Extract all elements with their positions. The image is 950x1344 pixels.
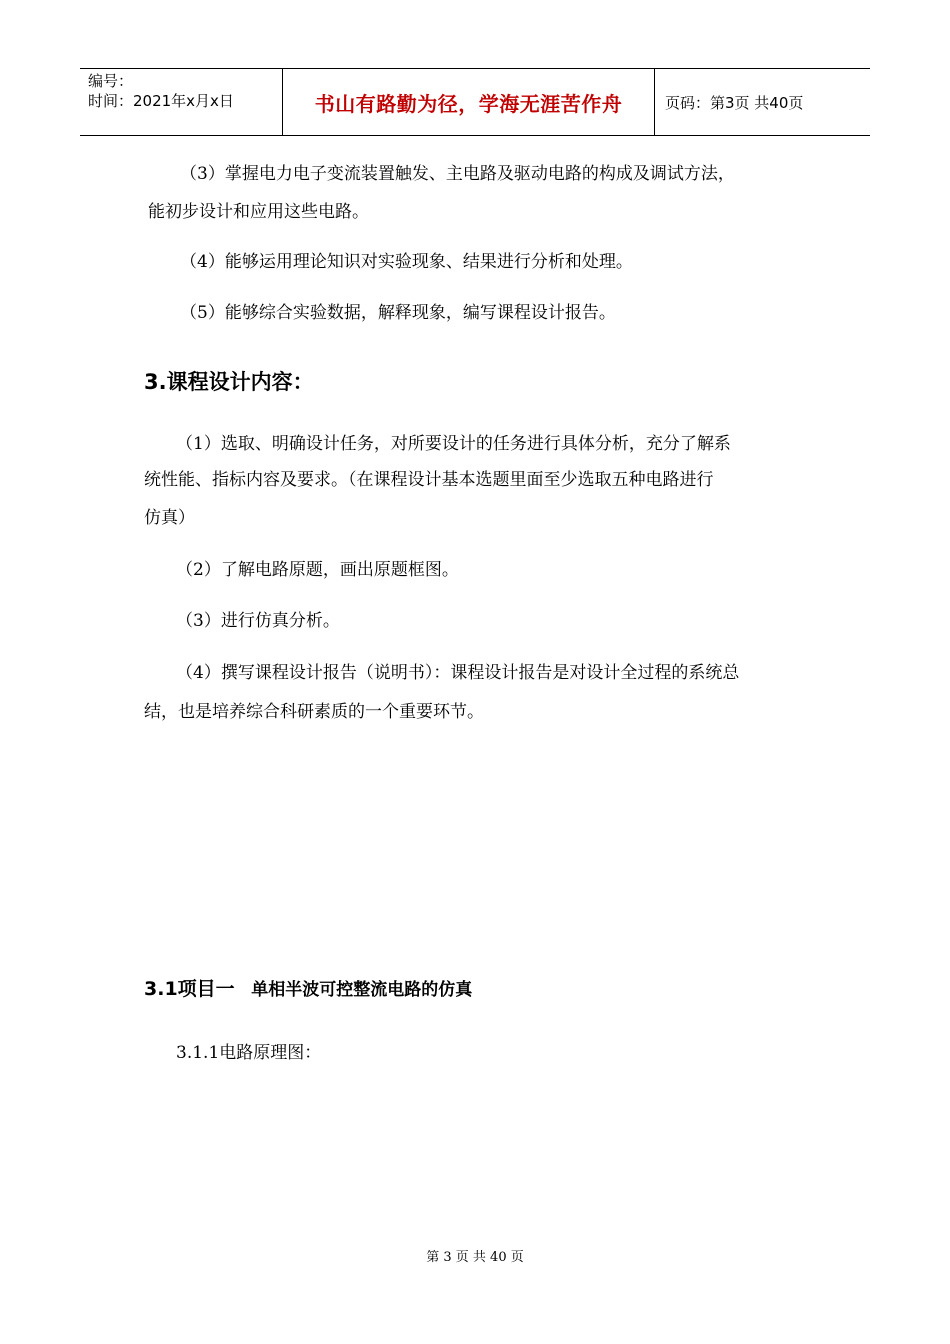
objective-4: （4）能够运用理论知识对实验现象、结果进行分析和处理。	[180, 252, 633, 272]
header-meta	[80, 69, 282, 135]
objective-3-line2: 能初步设计和应用这些电路。	[148, 202, 369, 222]
section-3-1-title: 单相半波可控整流电路的仿真	[251, 980, 473, 1000]
subsection-3-1-1: 3.1.1电路原理图：	[176, 1043, 322, 1063]
section-3-1-number: 3.1项目一	[144, 978, 235, 1000]
content-1-line3: 仿真）	[144, 508, 195, 528]
section-3-1-heading	[144, 974, 472, 1001]
page-header	[80, 68, 870, 136]
content-4-line1: （4）撰写课程设计报告（说明书）：课程设计报告是对设计全过程的系统总	[176, 663, 740, 683]
header-motto: 书山有路勤为径，学海无涯苦作舟	[314, 91, 623, 116]
document-number-label: 编号：	[88, 72, 134, 90]
footer-page-number: 第 3 页 共 40 页	[426, 1250, 524, 1265]
content-2: （2）了解电路原题，画出原题框图。	[176, 560, 459, 580]
header-motto-cell	[282, 69, 655, 135]
page-info-text: 页码：第3页 共40页	[665, 93, 804, 112]
section-3-heading: 3.课程设计内容：	[144, 370, 314, 394]
content-3: （3）进行仿真分析。	[176, 611, 340, 631]
content-1-line1: （1）选取、明确设计任务，对所要设计的任务进行具体分析，充分了解系	[176, 434, 731, 454]
page-footer	[0, 1246, 950, 1265]
header-page-info	[655, 69, 870, 135]
objective-5: （5）能够综合实验数据，解释现象，编写课程设计报告。	[180, 303, 616, 323]
content-1-line2: 统性能、指标内容及要求。（在课程设计基本选题里面至少选取五种电路进行	[144, 470, 714, 490]
content-4-line2: 结，也是培养综合科研素质的一个重要环节。	[144, 702, 484, 722]
document-date: 时间：2021年x月x日	[88, 92, 234, 110]
objective-3-line1: （3）掌握电力电子变流装置触发、主电路及驱动电路的构成及调试方法，	[180, 164, 735, 184]
